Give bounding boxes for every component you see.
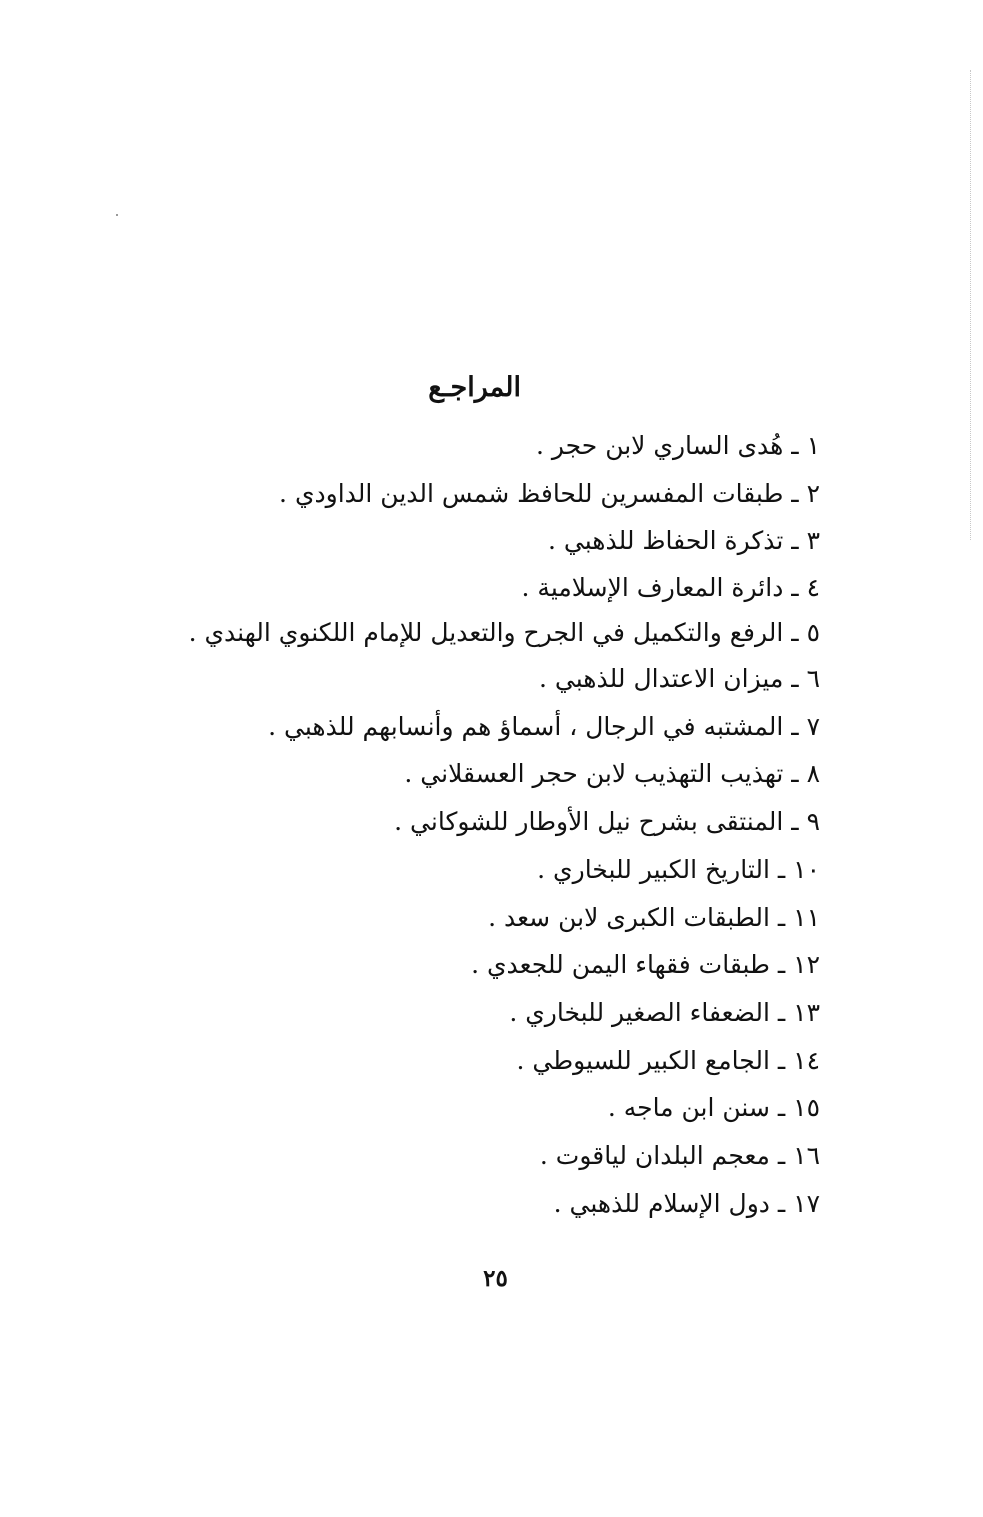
scan-edge-mark [970,70,971,540]
reference-item-15: ١٥ ـ سنن ابن ماجه . [607,1093,820,1123]
references-list [40,422,820,1227]
page-number: ٢٥ [483,1265,508,1292]
reference-item-1: ١ ـ هُدى الساري لابن حجر . [535,431,820,460]
reference-item-14: ١٤ ـ الجامع الكبير للسيوطي . [516,1045,820,1075]
reference-item-13: ١٣ ـ الضعفاء الصغير للبخاري . [509,997,820,1027]
reference-item-3: ٣ ـ تذكرة الحفاظ للذهبي . [548,526,820,556]
reference-item-11: ١١ ـ الطبقات الكبرى لابن سعد . [488,902,820,932]
reference-item-5: ٥ ـ الرفع والتكميل في الجرح والتعديل للإمام اللكنوي الهندي . [188,618,820,648]
reference-item-7: ٧ ـ المشتبه في الرجال ، أسماؤ هم وأنسابهم للذهبي . [268,711,820,741]
reference-item-16: ١٦ ـ معجم البلدان لياقوت . [539,1140,820,1170]
references-heading: المراجـع [428,372,521,403]
reference-item-8: ٨ ـ تهذيب التهذيب لابن حجر العسقلاني . [404,759,820,789]
reference-item-10: ١٠ ـ التاريخ الكبير للبخاري . [537,854,820,884]
reference-item-12: ١٢ ـ طبقات فقهاء اليمن للجعدي . [471,950,820,980]
scan-speck [116,214,118,216]
reference-item-9: ٩ ـ المنتقى بشرح نيل الأوطار للشوكاني . [394,807,820,837]
reference-item-2: ٢ ـ طبقات المفسرين للحافظ شمس الدين الداودي . [279,478,820,508]
reference-item-17: ١٧ ـ دول الإسلام للذهبي . [553,1188,820,1218]
reference-item-6: ٦ ـ ميزان الاعتدال للذهبي . [539,664,820,694]
reference-item-4: ٤ ـ دائرة المعارف الإسلامية . [521,573,820,603]
